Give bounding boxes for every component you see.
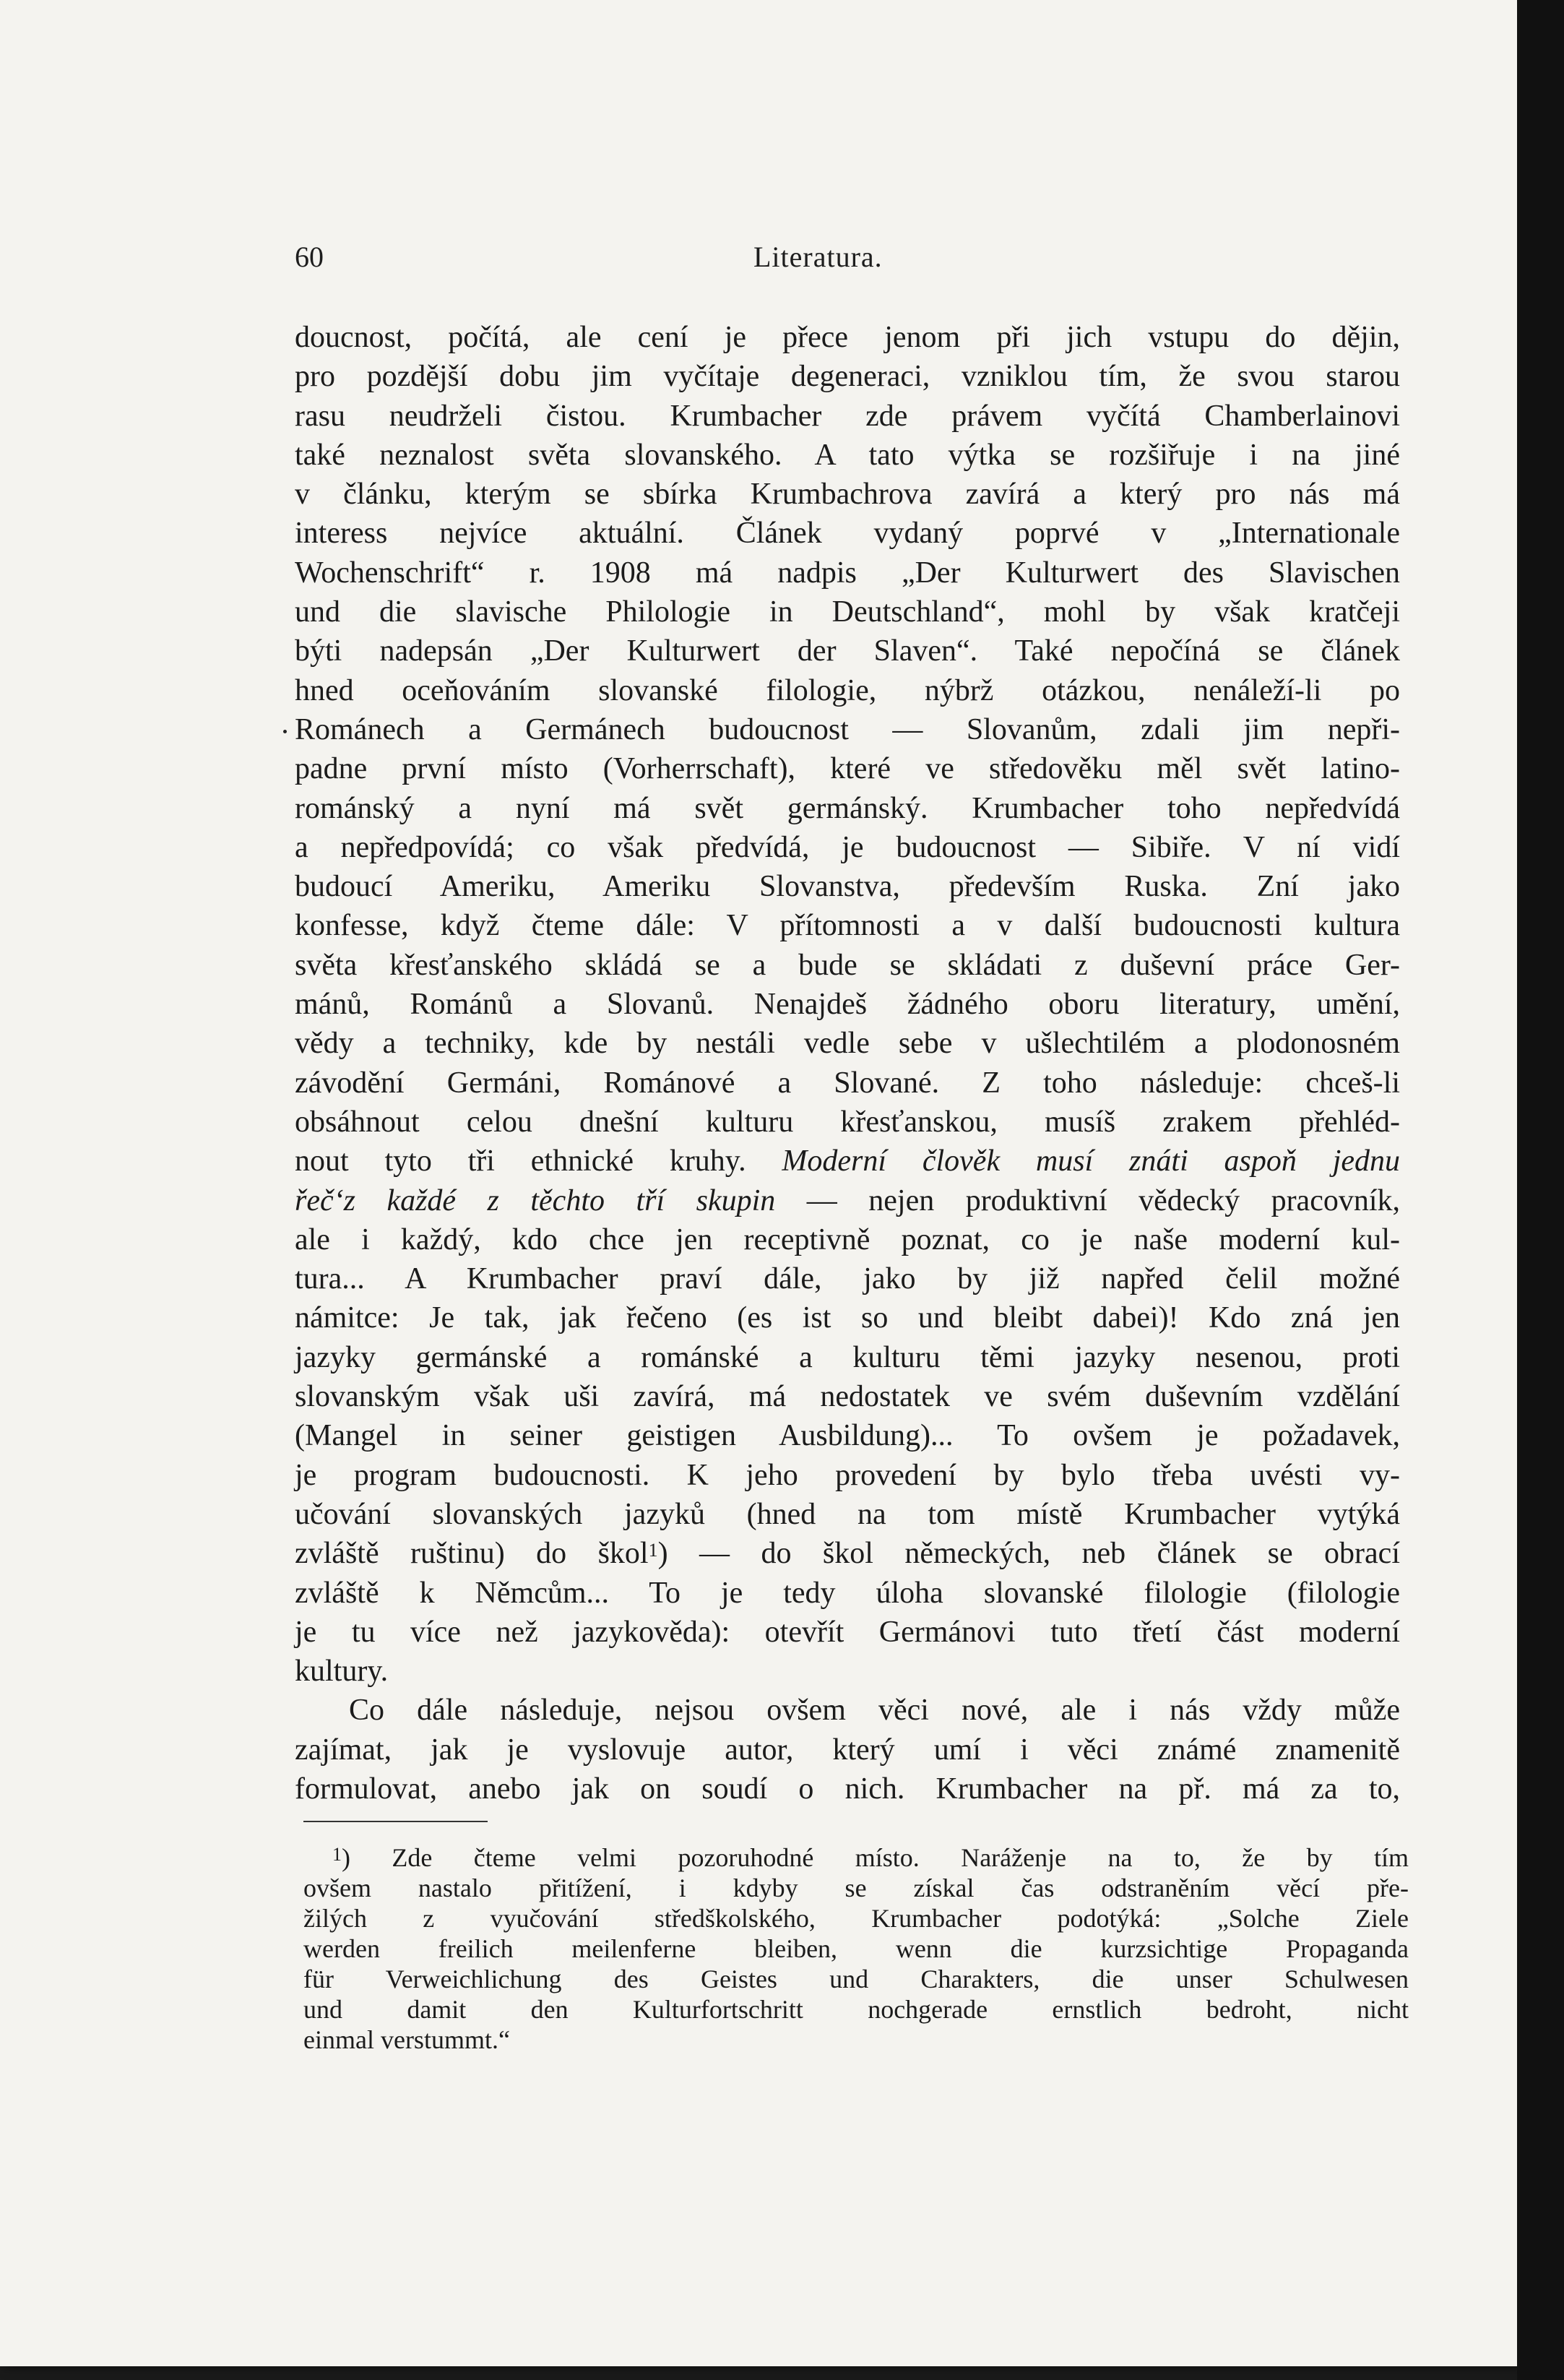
scan-edge	[1517, 0, 1564, 2380]
text-run: ) — do škol německých, neb článek se obrací	[657, 1537, 1400, 1571]
text-line: doucnost, počítá, ale cení je přece jenom při jich vstupu do dějin,	[295, 321, 1400, 354]
text-line: pro pozdější dobu jim vyčítaje degeneraci, vzniklou tím, že svou starou	[295, 360, 1400, 394]
text-line: zajímat, jak je vyslovuje autor, který umí i věci známé znamenitě	[295, 1733, 1400, 1767]
footnote-line	[303, 1842, 1409, 1873]
text-line: tura... A Krumbacher praví dále, jako by již napřed čelil možné	[295, 1262, 1400, 1296]
text-run: ) Zde čteme velmi pozoruhodné místo. Naráženje na to, že by tím	[342, 1843, 1409, 1872]
text-line: obsáhnout celou dnešní kulturu křesťanskou, musíš zrakem přehléd-	[295, 1105, 1400, 1139]
footnote-line: žilých z vyučování středškolského, Krumbacher podotýká: „Solche Ziele	[303, 1904, 1409, 1933]
text-line: námitce: Je tak, jak řečeno (es ist so und bleibt dabei)! Kdo zná jen	[295, 1301, 1400, 1335]
text-line: slovanským však uši zavírá, má nedostatek ve svém duševním vzdělání	[295, 1380, 1400, 1414]
text-run: zvláště ruštinu) do škol	[295, 1537, 649, 1571]
text-line: hned oceňováním slovanské filologie, nýbrž otázkou, nenáleží-li po	[295, 673, 1400, 707]
footnote-line: ovšem nastalo přitížení, i kdyby se získal čas odstraněním věcí pře-	[303, 1874, 1409, 1902]
text-line: také neznalost světa slovanského. A tato výtka se rozšiřuje i na jiné	[295, 438, 1400, 472]
footnote-line: und damit den Kulturfortschritt nochgerade ernstlich bedroht, nicht	[303, 1995, 1409, 2024]
text-run: — nejen produktivní vědecký pracovník,	[775, 1183, 1401, 1217]
text-line: padne první místo (Vorherrschaft), které ve středověku měl svět latino-	[295, 752, 1400, 786]
footnote-divider	[303, 1821, 488, 1822]
text-line: světa křesťanského skládá se a bude se skládati z duševní práce Ger-	[295, 948, 1400, 982]
footnote-ref[interactable]: 1	[648, 1540, 658, 1561]
text-line: býti nadepsán „Der Kulturwert der Slaven“. Také nepočíná se článek	[295, 634, 1400, 668]
text-line: je tu více než jazykověda): otevřít Germánovi tuto třetí část moderní	[295, 1615, 1400, 1649]
page-header	[295, 240, 1400, 283]
text-run: nout tyto tři ethnické kruhy.	[295, 1144, 782, 1178]
text-line: (Mangel in seiner geistigen Ausbildung)... To ovšem je požadavek,	[295, 1419, 1400, 1453]
text-line: und die slavische Philologie in Deutschland“, mohl by však kratčeji	[295, 595, 1400, 629]
margin-mark	[283, 730, 287, 733]
italic-run: řeč‘z každé z těchto tří skupin	[295, 1183, 776, 1217]
text-line: konfesse, když čteme dále: V přítomnosti a v další budoucnosti kultura	[295, 909, 1400, 943]
text-line: v článku, kterým se sbírka Krumbachrova zavírá a který pro nás má	[295, 478, 1400, 512]
text-line: jazyky germánské a románské a kulturu těmi jazyky nesenou, proti	[295, 1340, 1400, 1374]
text-line-italic-a	[295, 1142, 1400, 1181]
text-line: kultury.	[295, 1655, 389, 1689]
text-line: zvláště k Němcům... To je tedy úloha slovanské filologie (filologie	[295, 1576, 1400, 1610]
footnote-line: werden freilich meilenferne bleiben, wenn die kurzsichtige Propaganda	[303, 1934, 1409, 1963]
italic-run: Moderní člověk musí znáti aspoň jednu	[782, 1144, 1401, 1178]
footnote-line: einmal verstummt.“	[303, 2025, 510, 2054]
page-number: 60	[295, 241, 324, 273]
text-line: Co dále následuje, nejsou ovšem věci nové, ale i nás vždy může	[349, 1694, 1400, 1728]
text-line: mánů, Románů a Slovanů. Nenajdeš žádného oboru literatury, umění,	[295, 988, 1400, 1022]
text-line: interess nejvíce aktuální. Článek vydaný poprvé v „Internationale	[295, 517, 1400, 551]
text-line: rasu neudrželi čistou. Krumbacher zde právem vyčítá Chamberlainovi	[295, 399, 1400, 433]
text-line: vědy a techniky, kde by nestáli vedle sebe v ušlechtilém a plodonosném	[295, 1027, 1400, 1061]
text-line: románský a nyní má svět germánský. Krumbacher toho nepředvídá	[295, 791, 1400, 825]
text-line: závodění Germáni, Románové a Slované. Z toho následuje: chceš-li	[295, 1066, 1400, 1100]
text-line: je program budoucnosti. K jeho provedení by bylo třeba uvésti vy-	[295, 1458, 1400, 1492]
footnote-marker: 1	[332, 1844, 342, 1865]
text-line: formulovat, anebo jak on soudí o nich. Krumbacher na př. má za to,	[295, 1772, 1400, 1806]
text-line: a nepředpovídá; co však předvídá, je budoucnost — Sibiře. V ní vidí	[295, 830, 1400, 864]
running-title: Literatura.	[753, 241, 883, 273]
footnote-line: für Verweichlichung des Geistes und Charakters, die unser Schulwesen	[303, 1965, 1409, 1993]
main-text	[295, 318, 1400, 1808]
text-line-italic-b	[295, 1181, 1400, 1220]
text-line: ale i každý, kdo chce jen receptivně poznat, co je naše moderní kul-	[295, 1223, 1400, 1256]
text-line: Wochenschrift“ r. 1908 má nadpis „Der Kulturwert des Slavischen	[295, 556, 1400, 590]
text-line: učování slovanských jazyků (hned na tom místě Krumbacher vytýká	[295, 1497, 1400, 1531]
footnote	[303, 1842, 1409, 2055]
text-line: budoucí Ameriku, Ameriku Slovanstva, především Ruska. Zní jako	[295, 870, 1400, 904]
text-line: Románech a Germánech budoucnost — Slovanům, zdali jim nepři-	[295, 712, 1400, 746]
text-line-with-footnote-ref	[295, 1534, 1400, 1573]
